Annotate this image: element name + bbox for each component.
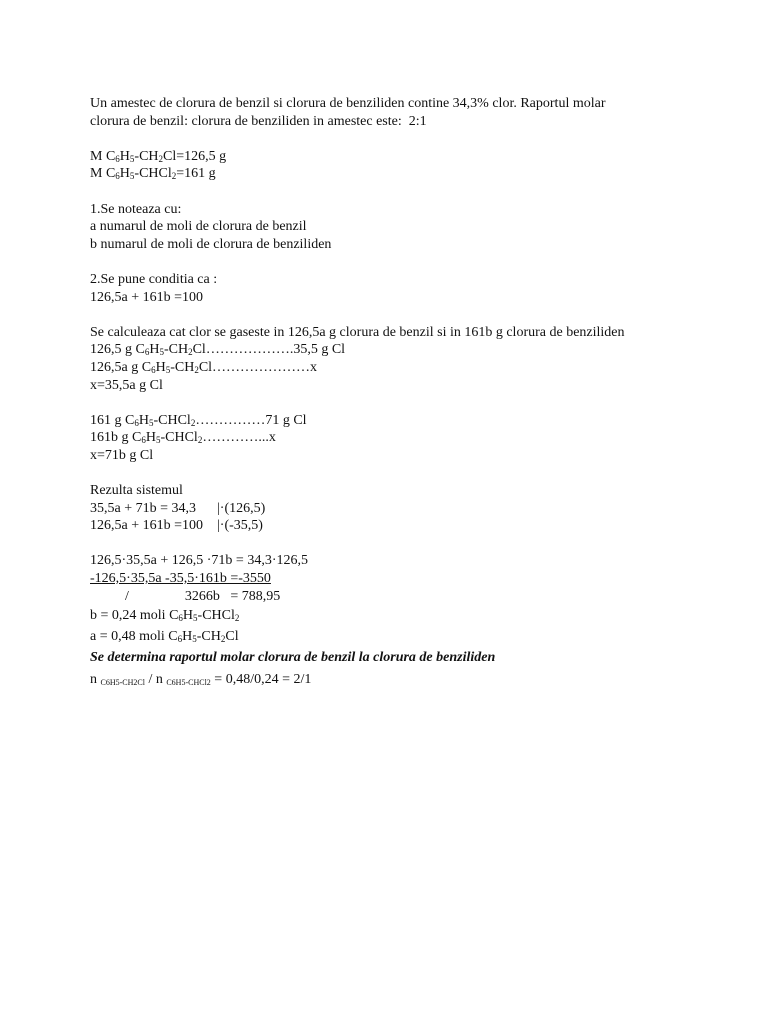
subscript: 6 xyxy=(177,634,183,645)
text: 161 g C xyxy=(90,412,135,428)
text: Cl=126,5 g xyxy=(163,148,227,164)
text: -CHCl xyxy=(134,166,172,182)
subscript: 5 xyxy=(129,171,135,182)
chlorine-rule-1: 126,5 g $C_6H_5-CH_2Cl\dots\dots\dots\dots\dots\dots.35,5$ g Cl xyxy=(90,342,346,358)
calc-line-1: 126,5·35,5a + 126,5 ·71b = 34,3·126,5 xyxy=(90,553,308,569)
spacer xyxy=(90,183,730,201)
subscript: C6H5-CH2Cl xyxy=(100,678,145,688)
calc-line-3: / 3266b = 788,95 xyxy=(90,588,281,604)
subscript: 6 xyxy=(151,364,156,375)
subscript: 6 xyxy=(115,153,120,164)
subscript: 6 xyxy=(144,347,150,358)
text: a = 0,48 moli C xyxy=(90,629,178,645)
subscript: 2 xyxy=(171,171,177,182)
text: n xyxy=(90,672,101,688)
text: …………...x xyxy=(202,430,276,446)
subscript: 5 xyxy=(192,634,197,645)
intro-line-2: clorura de benzil: clorura de benziliden in amestec este: 2:1 xyxy=(90,113,427,129)
conclusion-heading: Se determina raportul molar clorura de benzil la clorura de benziliden xyxy=(90,650,496,666)
step2-equation: 126,5a + 161b =100 xyxy=(90,289,204,305)
spacer xyxy=(90,464,730,482)
text: H xyxy=(119,166,130,182)
subscript: 2 xyxy=(197,435,203,446)
chlorine-rule-2: 126,5a g $C_6H_5-CH_2Cl\dots\dots\dots\dots\dots\dots\dots x$ xyxy=(90,359,318,375)
spacer xyxy=(90,535,730,553)
text: M C xyxy=(90,148,116,164)
chlorine-result-b: x=71b g Cl xyxy=(90,447,154,463)
text: 161b g C xyxy=(90,430,142,446)
text: …………………x xyxy=(212,359,318,375)
chlorine-result-a: x=35,5a g Cl xyxy=(90,377,163,393)
text: / n xyxy=(144,672,167,688)
calc-line-2: -126,5·35,5a -35,5·161b =-3550 xyxy=(90,571,271,587)
document-page xyxy=(90,95,730,690)
step1-title: 1.Se noteaza cu: xyxy=(90,201,182,217)
system-equation-2: 126,5a + 161b =100 |·(-35,5) xyxy=(90,518,263,534)
system-title: Rezulta sistemul xyxy=(90,483,183,499)
subscript: 5 xyxy=(148,417,154,428)
conclusion-ratio xyxy=(90,669,730,690)
text: b = 0,24 moli C xyxy=(90,608,179,624)
molar-mass-benzylidene xyxy=(90,165,730,183)
subscript: 2 xyxy=(158,153,164,164)
result-b: b = 0,24 moli $C_6H_5-CHCl_2$ xyxy=(90,608,240,624)
chlorine-intro: Se calculeaza cat clor se gaseste in 126,5a g clorura de benzil si in 161b g clorura de benziliden xyxy=(90,324,625,340)
step1-b: b numarul de moli de clorura de benziliden xyxy=(90,236,332,252)
spacer xyxy=(90,130,730,148)
text: = 0,48/0,24 = 2/1 xyxy=(210,672,312,688)
spacer xyxy=(90,253,730,271)
subscript: 2 xyxy=(220,634,226,645)
subscript: 5 xyxy=(155,435,161,446)
subscript: 6 xyxy=(178,613,183,624)
subscript: 6 xyxy=(115,171,120,182)
subscript: 2 xyxy=(188,347,193,358)
subscript: 6 xyxy=(141,435,146,446)
result-a: a = 0,48 moli $C_6H_5-CH_2Cl$ xyxy=(90,629,239,645)
step1-a: a numarul de moli de clorura de benzil xyxy=(90,219,307,235)
text: M C xyxy=(90,166,116,182)
chlorine-rule-3: 161 g $C_6H_5-CHCl_2\dots\dots\dots\dots\dots 71$ g Cl xyxy=(90,412,307,428)
subscript: 5 xyxy=(193,613,198,624)
spacer xyxy=(90,306,730,324)
text: 126,5a g C xyxy=(90,359,152,375)
text: H xyxy=(119,148,130,164)
subscript: C6H5-CHCl2 xyxy=(166,678,211,688)
system-equation-1: 35,5a + 71b = 34,3 |·(126,5) xyxy=(90,500,266,516)
subscript: 5 xyxy=(129,153,135,164)
text: ……………71 g Cl xyxy=(195,412,307,428)
text: ……………….35,5 g Cl xyxy=(205,342,346,358)
subscript: 5 xyxy=(165,364,171,375)
intro-line-1: Un amestec de clorura de benzil si clorura de benziliden contine 34,3% clor. Raportul molar xyxy=(90,96,606,111)
text: -CH xyxy=(134,148,159,164)
step2-title: 2.Se pune conditia ca : xyxy=(90,271,218,287)
subscript: 5 xyxy=(159,347,164,358)
subscript: 2 xyxy=(194,364,199,375)
subscript: 6 xyxy=(134,417,139,428)
subscript: 2 xyxy=(190,417,196,428)
spacer xyxy=(90,394,730,412)
text: 126,5 g C xyxy=(90,342,145,358)
subscript: 2 xyxy=(234,613,240,624)
molar-mass-benzyl xyxy=(90,148,730,166)
chlorine-rule-4: 161b g $C_6H_5-CHCl_2\dots\dots\dots\dots...x$ xyxy=(90,430,276,446)
text: =161 g xyxy=(176,166,216,182)
